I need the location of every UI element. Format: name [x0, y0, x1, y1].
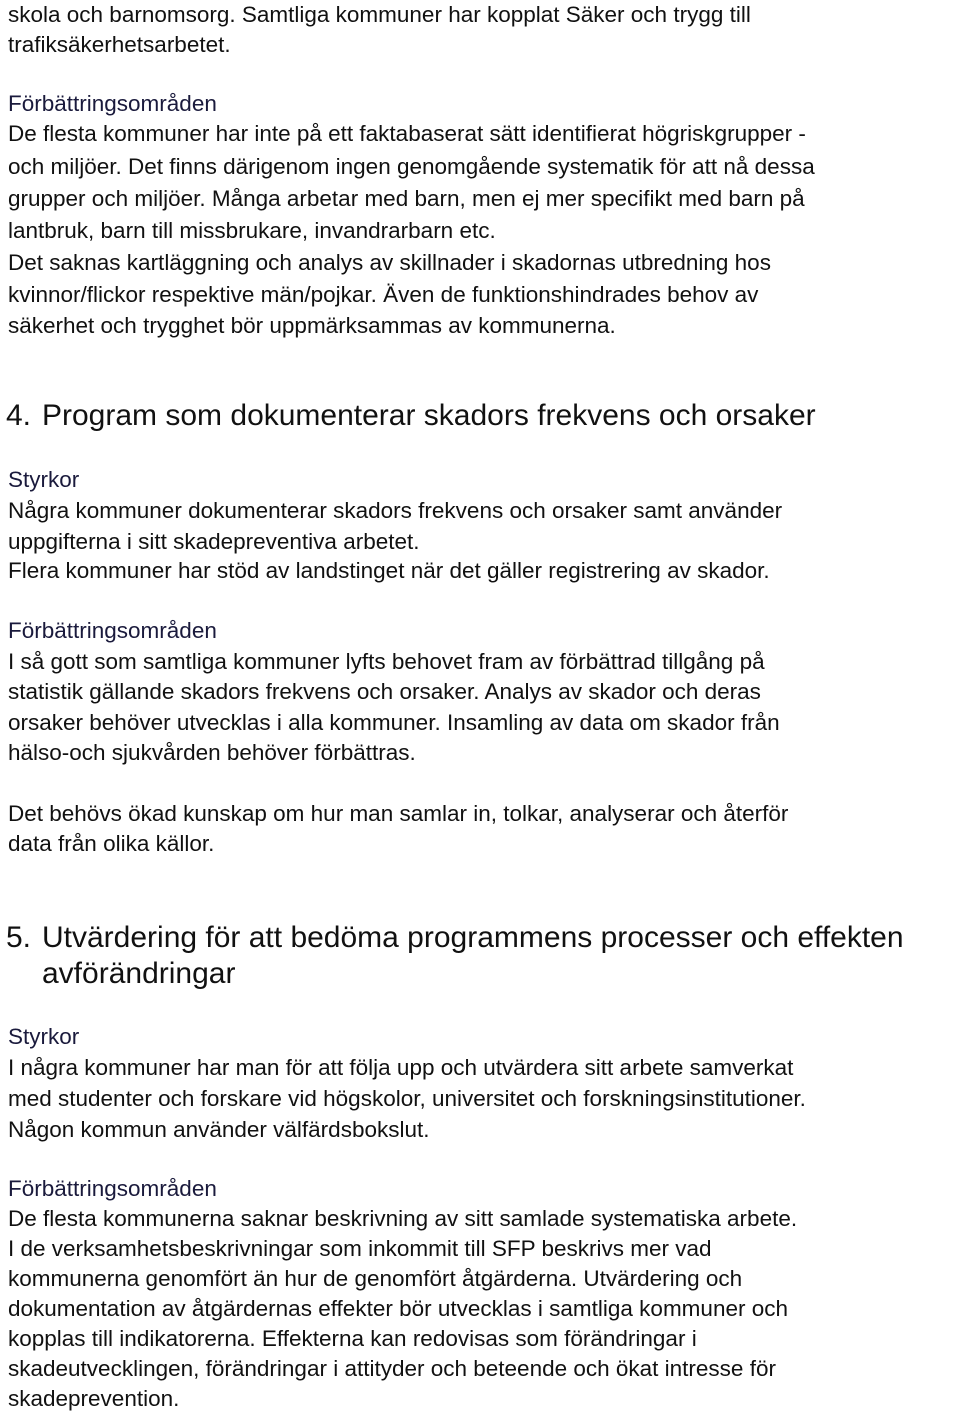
section3-improvements-line: De flesta kommuner har inte på ett faktabaserat sätt identifierat högriskgrupper - [8, 121, 806, 146]
section5-number: 5. [6, 921, 32, 954]
section5-heading-line2 [42, 955, 235, 993]
section5-improvements-line: kopplas till indikatorerna. Effekterna kan redovisas som förändringar i [8, 1326, 697, 1351]
intro-line: skola och barnomsorg. Samtliga kommuner har kopplat Säker och trygg till [8, 2, 751, 27]
section5-title-line2: avförändringar [42, 957, 236, 990]
intro-line: trafiksäkerhetsarbetet. [8, 32, 231, 57]
section5-improvements-line: I de verksamhetsbeskrivningar som inkommit till SFP beskrivs mer vad [8, 1236, 712, 1261]
section5-improvements-title: Förbättringsområden [8, 1176, 217, 1201]
section4-strengths-line: Några kommuner dokumenterar skadors frekvens och orsaker samt använder [8, 498, 783, 523]
section5-strengths-title: Styrkor [8, 1024, 80, 1049]
section3-improvements-line: lantbruk, barn till missbrukare, invandrarbarn etc. [8, 218, 496, 243]
section5-strengths-line: Någon kommun använder välfärdsbokslut. [8, 1117, 430, 1142]
section3-improvements-line: säkerhet och trygghet bör uppmärksammas av kommunerna. [8, 313, 616, 338]
section5-strengths-line: med studenter och forskare vid högskolor, universitet och forskningsinstitutioner. [8, 1086, 806, 1111]
section3-improvements-line: grupper och miljöer. Många arbetar med barn, men ej mer specifikt med barn på [8, 186, 805, 211]
section4-heading [6, 397, 816, 435]
section4-improvements-line: orsaker behöver utvecklas i alla kommuner. Insamling av data om skador från [8, 710, 780, 735]
section4-strengths-line: uppgifterna i sitt skadepreventiva arbetet. [8, 529, 420, 554]
section4-strengths-line: Flera kommuner har stöd av landstinget när det gäller registrering av skador. [8, 558, 770, 583]
section5-improvements-line: skadeprevention. [8, 1386, 180, 1411]
section5-improvements-line: kommunerna genomfört än hur de genomfört åtgärderna. Utvärdering och [8, 1266, 743, 1291]
section5-improvements-line: dokumentation av åtgärdernas effekter bör utvecklas i samtliga kommuner och [8, 1296, 788, 1321]
section5-strengths-line: I några kommuner har man för att följa upp och utvärdera sitt arbete samverkat [8, 1055, 794, 1080]
section5-improvements-line: skadeutvecklingen, förändringar i attityder och beteende och ökat intresse för [8, 1356, 776, 1381]
section4-improvements-line: hälso-och sjukvården behöver förbättras. [8, 740, 416, 765]
section3-improvements-title: Förbättringsområden [8, 91, 217, 116]
section4-extra-line: Det behövs ökad kunskap om hur man samlar in, tolkar, analyserar och återför [8, 801, 789, 826]
section4-improvements-line: I så gott som samtliga kommuner lyfts behovet fram av förbättrad tillgång på [8, 649, 765, 674]
section3-improvements-line: och miljöer. Det finns därigenom ingen genomgående systematik för att nå dessa [8, 154, 815, 179]
section5-title-line1: Utvärdering för att bedöma programmens processer och effekten [42, 921, 904, 954]
section3-improvements-line: kvinnor/flickor respektive män/pojkar. Även de funktionshindrades behov av [8, 282, 759, 307]
section4-title: Program som dokumenterar skadors frekvens och orsaker [42, 399, 816, 432]
section4-strengths-title: Styrkor [8, 467, 80, 492]
section5-improvements-line: De flesta kommunerna saknar beskrivning av sitt samlade systematiska arbete. [8, 1206, 798, 1231]
section4-improvements-title: Förbättringsområden [8, 618, 217, 643]
section4-extra-line: data från olika källor. [8, 831, 215, 856]
section4-number: 4. [6, 399, 32, 432]
section5-heading-line1 [6, 919, 904, 957]
section4-improvements-line: statistik gällande skadors frekvens och orsaker. Analys av skador och deras [8, 679, 761, 704]
section3-improvements-line: Det saknas kartläggning och analys av skillnader i skadornas utbredning hos [8, 250, 771, 275]
